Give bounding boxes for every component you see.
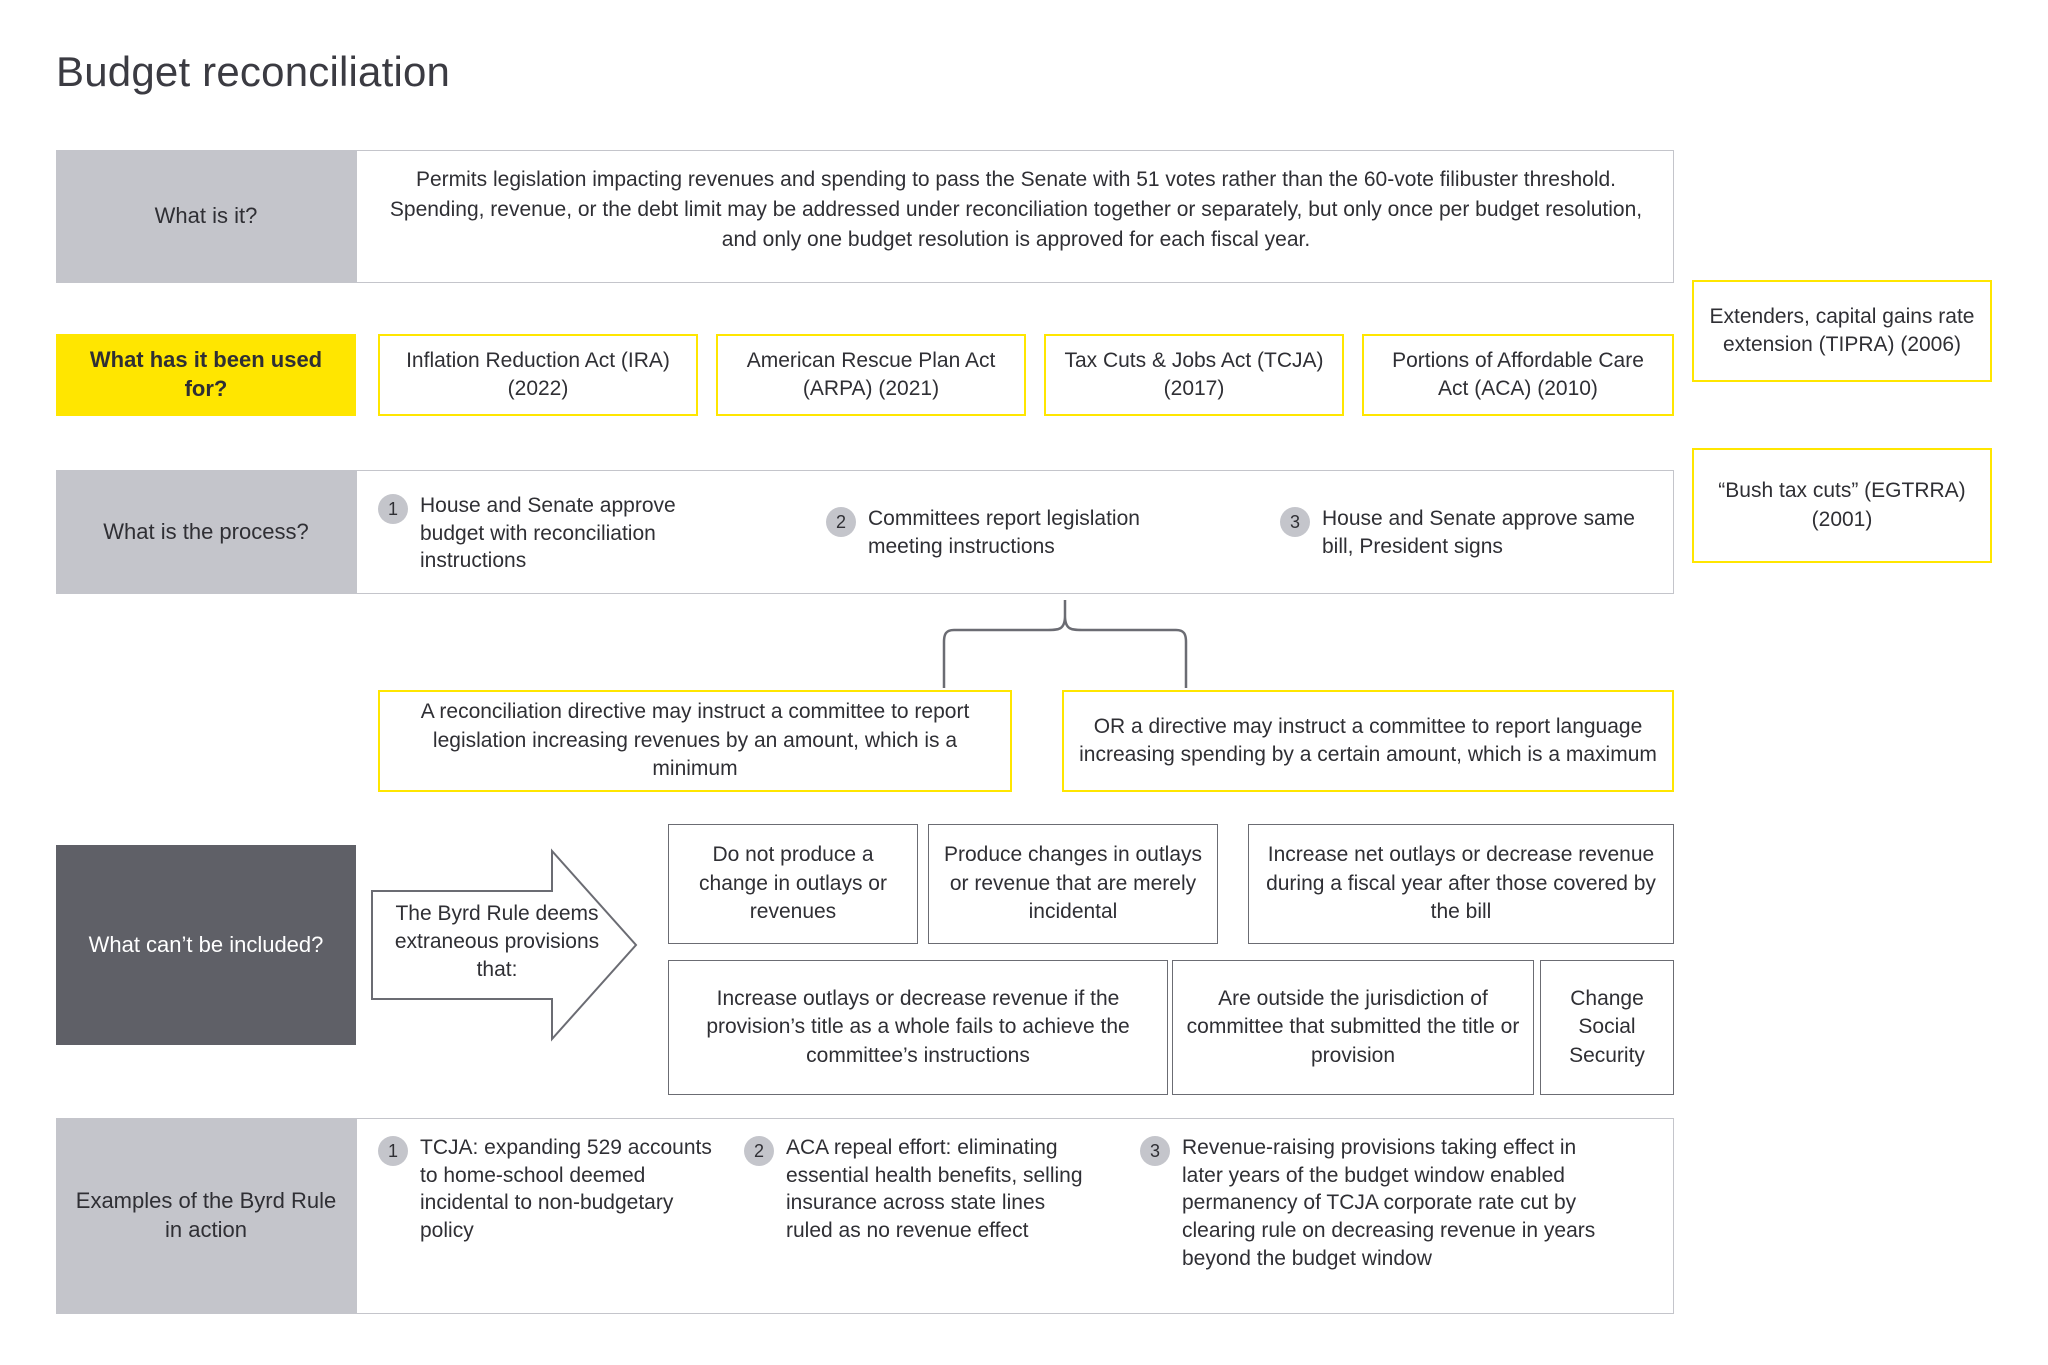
example-item-3 xyxy=(1140,1134,1610,1273)
used-for-item-egtrra: “Bush tax cuts” (EGTRRA) (2001) xyxy=(1692,448,1992,563)
page-title: Budget reconciliation xyxy=(56,48,451,95)
example-item-2 xyxy=(744,1134,1094,1245)
what-is-it-text: Permits legislation impacting revenues and spending to pass the Senate with 51 votes rather than the 60-vote filibuster threshold. Spending, revenue, or the debt limit may be addressed under reconciliation together or separately, but only once per budget resolution, and only one budget resolution is approved for each fiscal year. xyxy=(389,168,1643,251)
byrd-item-outside-jurisdiction: Are outside the jurisdiction of committee that submitted the title or provision xyxy=(1172,960,1534,1095)
step-number: 3 xyxy=(1280,507,1310,537)
step-number: 3 xyxy=(1140,1136,1170,1166)
directive-box-maximum: OR a directive may instruct a committee to report language increasing spending by a certain amount, which is a maximum xyxy=(1062,690,1674,792)
used-for-item-ira: Inflation Reduction Act (IRA) (2022) xyxy=(378,334,698,416)
brace-connector xyxy=(940,600,1190,670)
byrd-item-title-fails: Increase outlays or decrease revenue if the provision’s title as a whole fails to achieve the committee’s instructions xyxy=(668,960,1168,1095)
used-for-item-tipra: Extenders, capital gains rate extension (TIPRA) (2006) xyxy=(1692,280,1992,382)
used-for-item-tcja: Tax Cuts & Jobs Act (TCJA) (2017) xyxy=(1044,334,1344,416)
used-for-item-aca: Portions of Affordable Care Act (ACA) (2010) xyxy=(1362,334,1674,416)
row-label-cant-be-included: What can’t be included? xyxy=(56,845,356,1045)
row-label-examples xyxy=(56,1118,356,1314)
row-label-used-for-text: What has it been used for? xyxy=(89,347,323,401)
step-text: House and Senate approve budget with reconciliation instructions xyxy=(420,494,676,573)
example-item-1 xyxy=(378,1134,718,1245)
process-step-1 xyxy=(378,492,718,575)
what-is-it-panel xyxy=(356,150,1674,283)
step-number: 1 xyxy=(378,494,408,524)
byrd-item-incidental: Produce changes in outlays or revenue that are merely incidental xyxy=(928,824,1218,944)
row-label-what-is-it: What is it? xyxy=(56,150,356,283)
used-for-item-arpa: American Rescue Plan Act (ARPA) (2021) xyxy=(716,334,1026,416)
process-step-3 xyxy=(1280,505,1640,560)
row-label-examples-text: Examples of the Byrd Rule in action xyxy=(75,1188,337,1242)
process-step-2 xyxy=(826,505,1196,560)
byrd-item-social-security: Change Social Security xyxy=(1540,960,1674,1095)
directive-box-minimum: A reconciliation directive may instruct a committee to report legislation increasing revenues by an amount, which is a minimum xyxy=(378,690,1012,792)
step-number: 1 xyxy=(378,1136,408,1166)
byrd-rule-arrow-text: The Byrd Rule deems extraneous provisions that: xyxy=(394,902,600,981)
byrd-item-no-change: Do not produce a change in outlays or revenues xyxy=(668,824,918,944)
step-text: House and Senate approve same bill, President signs xyxy=(1322,507,1635,558)
step-text: TCJA: expanding 529 accounts to home-school deemed incidental to non-budgetary policy xyxy=(420,1136,712,1243)
step-number: 2 xyxy=(826,507,856,537)
row-label-used-for xyxy=(56,334,356,416)
step-number: 2 xyxy=(744,1136,774,1166)
step-text: Committees report legislation meeting instructions xyxy=(868,507,1140,558)
byrd-item-net-outlays: Increase net outlays or decrease revenue during a fiscal year after those covered by the bill xyxy=(1248,824,1674,944)
step-text: ACA repeal effort: eliminating essential health benefits, selling insurance across state lines ruled as no revenue effect xyxy=(786,1136,1083,1243)
step-text: Revenue-raising provisions taking effect in later years of the budget window enabled permanency of TCJA corporate rate cut by clearing rule on decreasing revenue in years beyond the budget window xyxy=(1182,1136,1596,1270)
row-label-process: What is the process? xyxy=(56,470,356,594)
brace-icon xyxy=(940,600,1190,690)
